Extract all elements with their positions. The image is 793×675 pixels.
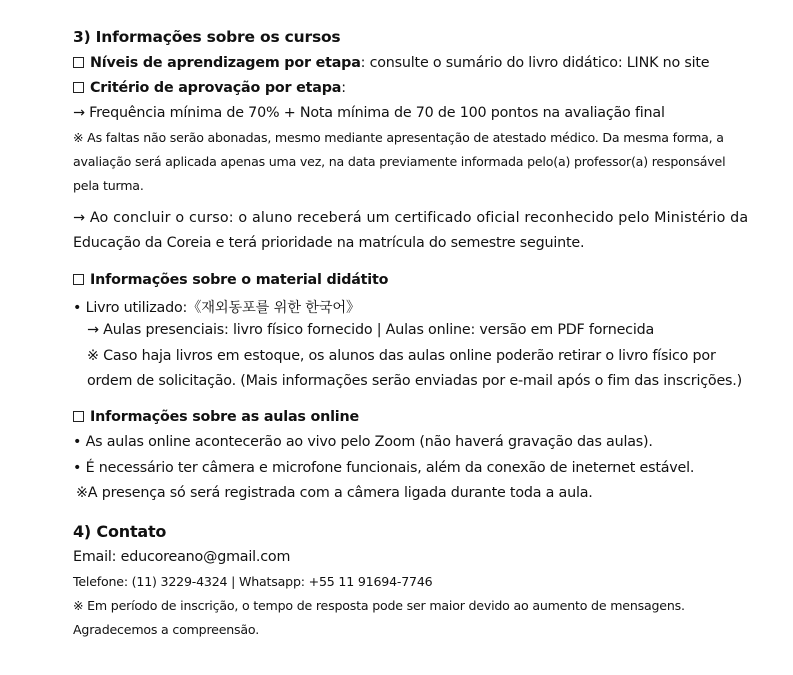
material-heading — [73, 272, 388, 288]
section-3-title: 3) Informações sobre os cursos — [73, 28, 341, 46]
criterio-colon: : — [341, 80, 346, 96]
faltas-note-2: avaliação será aplicada apenas uma vez, na data previamente informada pelo(a) professor(a) responsável — [73, 154, 726, 169]
contact-note-2: Agradecemos a compreensão. — [73, 622, 260, 637]
estoque-note-1: ※ Caso haja livros em estoque, os alunos das aulas online poderão retirar o livro físico por — [87, 348, 716, 364]
contact-phone: Telefone: (11) 3229-4324 | Whatsapp: +55 11 91694-7746 — [73, 574, 433, 589]
faltas-note-1: ※ As faltas não serão abonadas, mesmo mediante apresentação de atestado médico. Da mesma forma, a — [73, 130, 724, 145]
checkbox-icon — [73, 274, 84, 285]
online-item-1: • As aulas online acontecerão ao vivo pelo Zoom (não haverá gravação das aulas). — [73, 434, 653, 450]
frequencia-text: → Frequência mínima de 70% + Nota mínima de 70 de 100 pontos na avaliação final — [73, 105, 665, 121]
contact-note-1: ※ Em período de inscrição, o tempo de resposta pode ser maior devido ao aumento de mensagens. — [73, 598, 685, 613]
aulas-material-text: → Aulas presenciais: livro físico fornecido | Aulas online: versão em PDF fornecida — [87, 322, 655, 338]
livro-text: • Livro utilizado:《재외동포를 위한 한국어》 — [73, 300, 361, 316]
checkbox-icon — [73, 82, 84, 93]
estoque-note-2: ordem de solicitação. (Mais informações serão enviadas por e-mail após o fim das inscrições.) — [87, 373, 743, 389]
criterio-label: Critério de aprovação por etapa — [90, 80, 342, 96]
online-label: Informações sobre as aulas online — [90, 409, 359, 425]
contact-email: Email: educoreano@gmail.com — [73, 549, 291, 565]
certificado-text-2: Educação da Coreia e terá prioridade na matrícula do semestre seguinte. — [73, 235, 585, 251]
online-item-3: ※A presença só será registrada com a câmera ligada durante toda a aula. — [76, 485, 593, 501]
checkbox-icon — [73, 411, 84, 422]
niveis-line — [73, 55, 709, 71]
online-item-2: • É necessário ter câmera e microfone funcionais, além da conexão de ineternet estável. — [73, 460, 695, 476]
material-label: Informações sobre o material didátito — [90, 272, 389, 288]
certificado-text-1: → Ao concluir o curso: o aluno receberá um certificado oficial reconhecido pelo Ministério da — [73, 210, 749, 226]
niveis-label: Níveis de aprendizagem por etapa — [90, 55, 361, 71]
niveis-text: : consulte o sumário do livro didático: LINK no site — [360, 55, 710, 71]
criterio-line — [73, 80, 346, 96]
section-4-title: 4) Contato — [73, 522, 167, 541]
faltas-note-3: pela turma. — [73, 178, 144, 193]
checkbox-icon — [73, 57, 84, 68]
online-heading — [73, 409, 359, 425]
